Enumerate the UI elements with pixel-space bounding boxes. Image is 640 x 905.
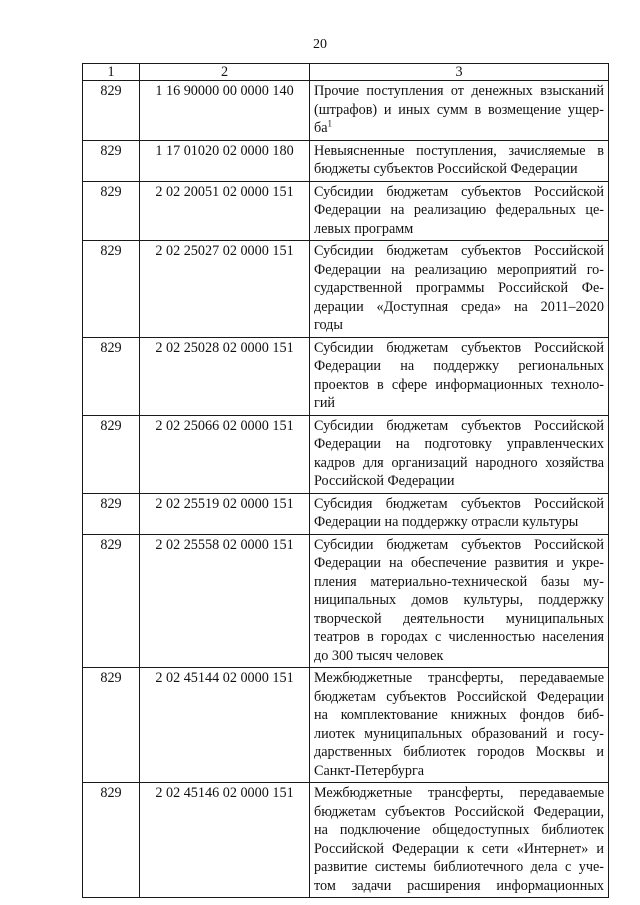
revenue-name-line	[314, 160, 604, 179]
table-row	[83, 81, 609, 141]
revenue-name-line	[314, 119, 604, 138]
revenue-name-text: бюджеты субъектов Российской Федерации	[314, 161, 578, 177]
column-header-3: 3	[310, 64, 609, 81]
revenue-name-text: творческой деятельности муниципальных	[314, 610, 604, 627]
table-row	[83, 783, 609, 898]
revenue-codes-table	[82, 63, 609, 898]
revenue-name-line	[314, 261, 604, 280]
revenue-name-text: ниципальных домов культуры, поддержку	[314, 592, 604, 608]
revenue-name-text: Прочие поступления от денежных взысканий	[314, 83, 604, 99]
revenue-name-text: Федерации на поддержку региональных	[314, 358, 604, 374]
chapter-code-cell: 829	[83, 493, 140, 534]
revenue-name-line	[314, 725, 604, 744]
revenue-name-text: бюджетам субъектов Российской Федерации,	[314, 803, 604, 820]
revenue-name-line	[314, 821, 604, 840]
revenue-name-line	[314, 417, 604, 436]
revenue-name-line	[314, 242, 604, 261]
revenue-name-text: том задачи расширения информационных	[314, 877, 604, 894]
revenue-name-text: кадров для организаций народного хозяйства	[314, 454, 604, 471]
revenue-name-text: Субсидия бюджетам субъектов Российской	[314, 495, 604, 512]
revenue-name-text: Федерации на подготовку управленческих	[314, 436, 604, 452]
chapter-code-cell: 829	[83, 81, 140, 141]
revenue-name-line	[314, 877, 604, 896]
revenue-name-line	[314, 339, 604, 358]
revenue-name-text: на подключение общедоступных библиотек	[314, 822, 604, 838]
table-row	[83, 181, 609, 241]
revenue-name-line	[314, 628, 604, 647]
chapter-code-cell: 829	[83, 415, 140, 493]
revenue-name-cell	[310, 534, 609, 668]
table-row	[83, 140, 609, 181]
revenue-name-line	[314, 183, 604, 202]
revenue-name-line	[314, 316, 604, 335]
revenue-name-text: на комплектование книжных фондов биб-	[314, 707, 604, 723]
revenue-name-cell	[310, 783, 609, 898]
revenue-code-cell: 1 17 01020 02 0000 180	[140, 140, 310, 181]
revenue-name-line	[314, 743, 604, 762]
revenue-name-text: сударственной программы Российской Фе-	[314, 280, 604, 296]
revenue-name-line	[314, 688, 604, 707]
revenue-name-text: дерации «Доступная среда» на 2011–2020	[314, 298, 604, 315]
revenue-name-text: Российской Федерации к сети «Интернет» и	[314, 840, 604, 857]
revenue-name-text: Межбюджетные трансферты, передаваемые	[314, 670, 604, 686]
revenue-code-cell: 2 02 25028 02 0000 151	[140, 337, 310, 415]
revenue-name-line	[314, 298, 604, 317]
revenue-name-text: развитие системы библиотечного дела с уче-	[314, 859, 604, 875]
revenue-code-cell: 2 02 25519 02 0000 151	[140, 493, 310, 534]
revenue-name-text: лиотек муниципальных образований и госу-	[314, 725, 604, 742]
revenue-name-line	[314, 472, 604, 491]
table-row	[83, 534, 609, 668]
revenue-code-cell: 2 02 45146 02 0000 151	[140, 783, 310, 898]
revenue-name-line	[314, 201, 604, 220]
revenue-name-line	[314, 536, 604, 555]
table-row	[83, 337, 609, 415]
revenue-name-text: Субсидии бюджетам субъектов Российской	[314, 339, 604, 356]
revenue-name-line	[314, 82, 604, 101]
revenue-name-cell	[310, 415, 609, 493]
footnote-marker: 1	[327, 118, 333, 129]
revenue-name-line	[314, 784, 604, 803]
revenue-name-line	[314, 762, 604, 781]
table-row	[83, 668, 609, 783]
revenue-name-text: Санкт-Петербурга	[314, 762, 425, 779]
revenue-name-text: театров в городах с численностью населения	[314, 629, 604, 645]
revenue-name-line	[314, 220, 604, 239]
revenue-name-text: до 300 тысяч человек	[314, 647, 444, 664]
revenue-name-line	[314, 279, 604, 298]
revenue-name-cell	[310, 337, 609, 415]
revenue-name-line	[314, 454, 604, 473]
revenue-name-cell	[310, 181, 609, 241]
column-header-1: 1	[83, 64, 140, 81]
revenue-code-cell: 2 02 25066 02 0000 151	[140, 415, 310, 493]
chapter-code-cell: 829	[83, 337, 140, 415]
revenue-name-line	[314, 573, 604, 592]
table-row	[83, 493, 609, 534]
revenue-name-line	[314, 394, 604, 413]
revenue-name-line	[314, 591, 604, 610]
column-header-2: 2	[140, 64, 310, 81]
revenue-name-text: Субсидии бюджетам субъектов Российской	[314, 536, 604, 553]
revenue-name-text: Субсидии бюджетам субъектов Российской	[314, 183, 604, 200]
revenue-name-line	[314, 554, 604, 573]
revenue-name-text: Российской Федерации	[314, 473, 455, 489]
revenue-name-cell	[310, 140, 609, 181]
revenue-name-line	[314, 435, 604, 454]
revenue-name-text: Субсидии бюджетам субъектов Российской	[314, 417, 604, 434]
table-row	[83, 415, 609, 493]
revenue-name-text: Федерации на обеспечение развития и укре-	[314, 555, 604, 571]
revenue-name-line	[314, 142, 604, 161]
revenue-code-cell: 2 02 25558 02 0000 151	[140, 534, 310, 668]
chapter-code-cell: 829	[83, 783, 140, 898]
revenue-name-text: ба	[314, 120, 328, 136]
page-number: 20	[313, 37, 327, 52]
revenue-name-text: левых программ	[314, 220, 414, 237]
revenue-name-text: Субсидии бюджетам субъектов Российской	[314, 243, 604, 259]
revenue-name-text: дарственных библиотек городов Москвы и	[314, 744, 604, 760]
revenue-name-line	[314, 513, 604, 532]
revenue-name-text: пления материально-технической базы му-	[314, 573, 604, 590]
revenue-code-cell: 2 02 45144 02 0000 151	[140, 668, 310, 783]
revenue-name-text: Федерации на реализацию федеральных це-	[314, 202, 604, 218]
revenue-name-line	[314, 357, 604, 376]
chapter-code-cell: 829	[83, 534, 140, 668]
table-body	[83, 81, 609, 898]
revenue-code-cell: 2 02 25027 02 0000 151	[140, 241, 310, 338]
revenue-name-line	[314, 858, 604, 877]
revenue-name-text: Невыясненные поступления, зачисляемые в	[314, 142, 604, 159]
chapter-code-cell: 829	[83, 241, 140, 338]
revenue-name-line	[314, 706, 604, 725]
revenue-name-text: проектов в сфере информационных техноло-	[314, 376, 604, 393]
revenue-code-cell: 1 16 90000 00 0000 140	[140, 81, 310, 141]
chapter-code-cell: 829	[83, 181, 140, 241]
revenue-name-line	[314, 495, 604, 514]
revenue-name-line	[314, 803, 604, 822]
revenue-name-cell	[310, 241, 609, 338]
revenue-name-line	[314, 610, 604, 629]
revenue-name-line	[314, 669, 604, 688]
revenue-name-text: Межбюджетные трансферты, передаваемые	[314, 785, 604, 801]
revenue-name-line	[314, 840, 604, 859]
revenue-name-cell	[310, 668, 609, 783]
chapter-code-cell: 829	[83, 668, 140, 783]
revenue-name-text: Федерации на поддержку отрасли культуры	[314, 514, 579, 530]
revenue-name-text: гий	[314, 395, 336, 411]
revenue-name-line	[314, 647, 604, 666]
revenue-name-cell	[310, 493, 609, 534]
revenue-name-text: Федерации на реализацию мероприятий го-	[314, 261, 604, 278]
revenue-name-text: бюджетам субъектов Российской Федерации	[314, 688, 604, 705]
table-header-row	[83, 64, 609, 81]
revenue-name-line	[314, 376, 604, 395]
table-row	[83, 241, 609, 338]
revenue-code-cell: 2 02 20051 02 0000 151	[140, 181, 310, 241]
chapter-code-cell: 829	[83, 140, 140, 181]
revenue-name-cell	[310, 81, 609, 141]
revenue-name-text: (штрафов) и иных сумм в возмещение ущер-	[314, 101, 604, 118]
revenue-name-line	[314, 101, 604, 120]
revenue-name-text: годы	[314, 317, 343, 333]
